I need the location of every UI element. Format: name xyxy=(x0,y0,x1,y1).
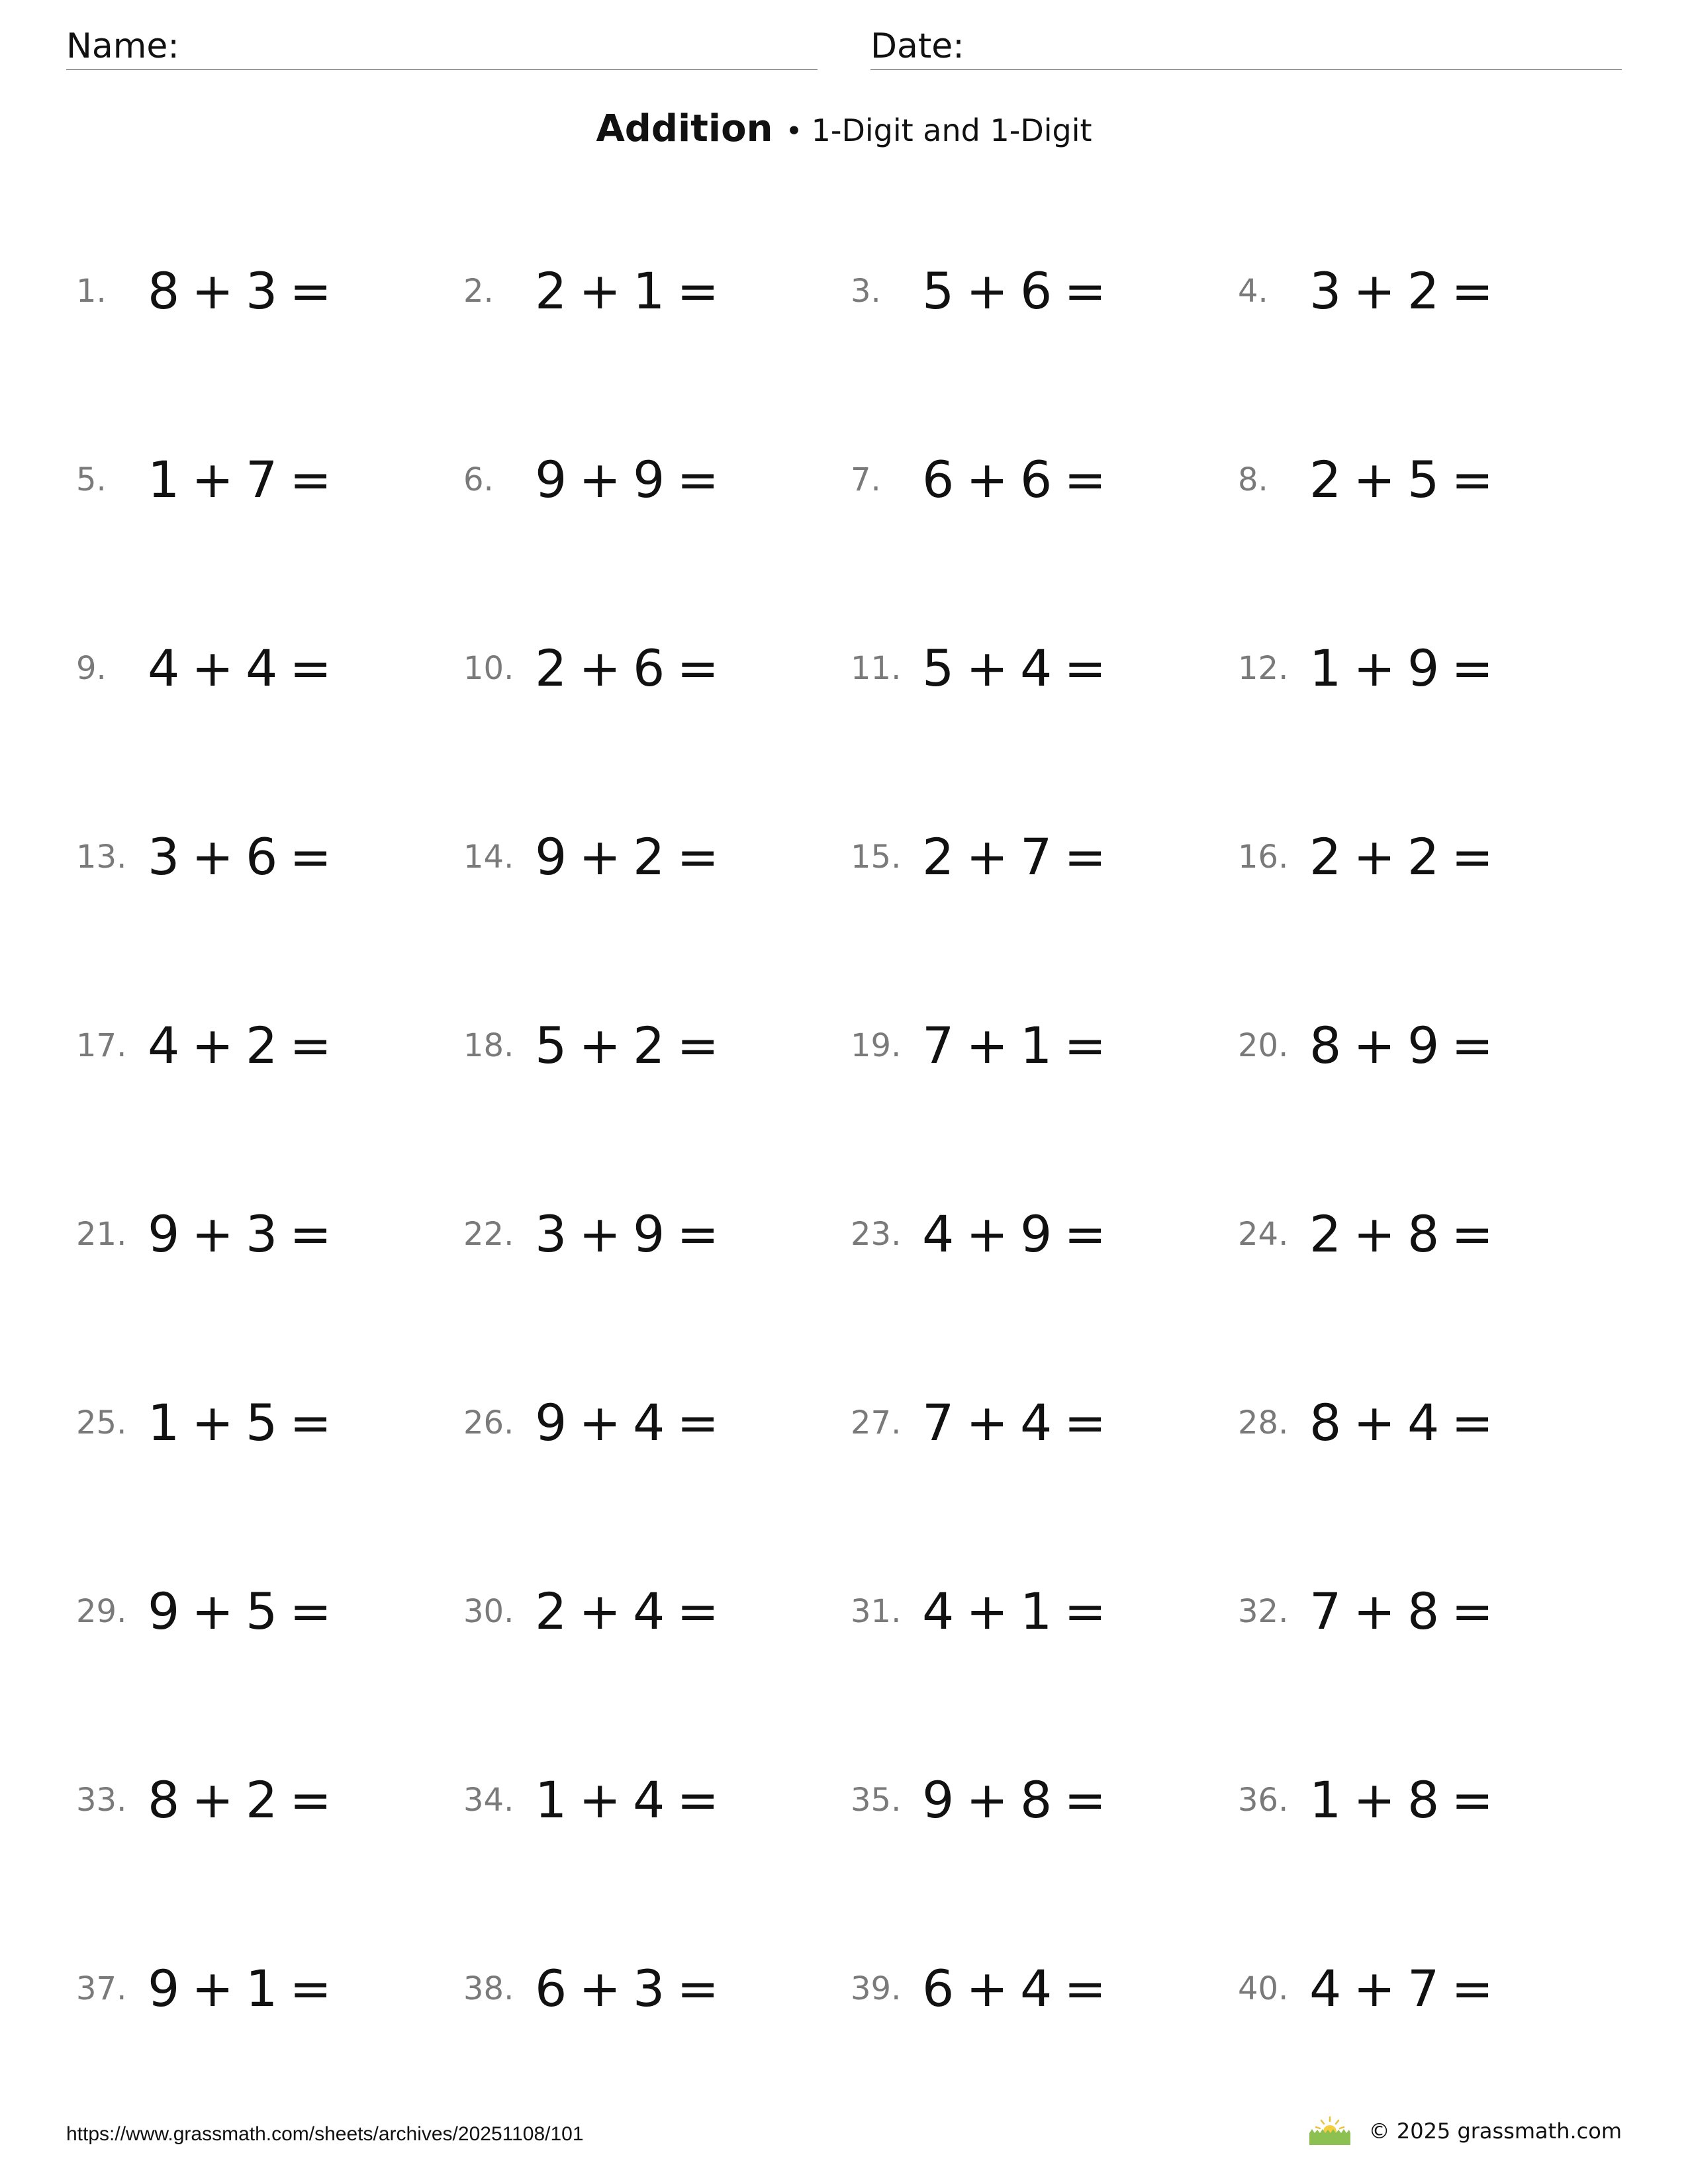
problem-number: 2. xyxy=(463,273,494,310)
problem-item xyxy=(463,632,834,705)
second-addend: 2 xyxy=(246,1016,278,1075)
problem-item xyxy=(463,443,834,516)
problem-number: 34. xyxy=(463,1782,514,1819)
problem-item xyxy=(1238,1198,1609,1271)
first-addend: 1 xyxy=(1309,1770,1342,1829)
equals-sign: = xyxy=(1451,827,1494,886)
first-addend: 9 xyxy=(535,827,567,886)
first-addend: 2 xyxy=(922,827,955,886)
plus-operator: + xyxy=(966,1393,1009,1452)
equals-sign: = xyxy=(1064,1016,1107,1075)
plus-operator: + xyxy=(191,1016,234,1075)
second-addend: 4 xyxy=(633,1393,665,1452)
plus-operator: + xyxy=(966,639,1009,698)
equals-sign: = xyxy=(1064,1582,1107,1641)
equals-sign: = xyxy=(677,639,720,698)
problem-expression xyxy=(1309,632,1493,705)
plus-operator: + xyxy=(579,1016,622,1075)
plus-operator: + xyxy=(1353,639,1396,698)
problem-item xyxy=(1238,1575,1609,1648)
problem-expression xyxy=(1309,821,1493,893)
equals-sign: = xyxy=(289,1393,332,1452)
equals-sign: = xyxy=(1451,261,1494,320)
problem-number: 40. xyxy=(1238,1970,1289,2007)
problem-number: 8. xyxy=(1238,461,1268,498)
problem-expression xyxy=(148,1575,332,1648)
problem-number: 28. xyxy=(1238,1404,1289,1441)
equals-sign: = xyxy=(1451,639,1494,698)
equals-sign: = xyxy=(677,1959,720,2018)
problem-expression xyxy=(1309,1575,1493,1648)
problem-number: 26. xyxy=(463,1404,514,1441)
equals-sign: = xyxy=(1451,450,1494,509)
first-addend: 4 xyxy=(1309,1959,1342,2018)
date-field[interactable] xyxy=(870,24,1622,70)
problem-number: 19. xyxy=(851,1027,902,1064)
second-addend: 7 xyxy=(246,450,278,509)
problem-expression xyxy=(922,1009,1106,1082)
second-addend: 3 xyxy=(246,1205,278,1263)
problem-item xyxy=(851,1764,1221,1837)
first-addend: 4 xyxy=(148,639,180,698)
first-addend: 6 xyxy=(922,1959,955,2018)
problem-expression xyxy=(1309,1387,1493,1459)
problem-item xyxy=(1238,632,1609,705)
plus-operator: + xyxy=(579,1770,622,1829)
problem-item xyxy=(851,1575,1221,1648)
first-addend: 6 xyxy=(535,1959,567,2018)
equals-sign: = xyxy=(1064,1393,1107,1452)
name-field[interactable] xyxy=(66,24,818,70)
first-addend: 9 xyxy=(148,1582,180,1641)
equals-sign: = xyxy=(677,827,720,886)
problem-number: 18. xyxy=(463,1027,514,1064)
plus-operator: + xyxy=(191,639,234,698)
problem-number: 36. xyxy=(1238,1782,1289,1819)
problem-number: 17. xyxy=(76,1027,127,1064)
problem-item xyxy=(851,1198,1221,1271)
plus-operator: + xyxy=(966,1770,1009,1829)
problem-item xyxy=(851,1009,1221,1082)
problem-expression xyxy=(535,443,719,516)
footer-brand xyxy=(1307,2115,1622,2148)
problem-item xyxy=(76,255,447,328)
second-addend: 5 xyxy=(246,1582,278,1641)
name-label: Name: xyxy=(66,26,179,66)
equals-sign: = xyxy=(289,450,332,509)
second-addend: 9 xyxy=(1407,639,1440,698)
equals-sign: = xyxy=(1064,1770,1107,1829)
second-addend: 8 xyxy=(1407,1582,1440,1641)
problem-item xyxy=(1238,1387,1609,1459)
equals-sign: = xyxy=(1064,1205,1107,1263)
equals-sign: = xyxy=(289,1582,332,1641)
problem-number: 32. xyxy=(1238,1593,1289,1630)
problem-expression xyxy=(535,1764,719,1837)
equals-sign: = xyxy=(1451,1393,1494,1452)
equals-sign: = xyxy=(677,1393,720,1452)
first-addend: 2 xyxy=(1309,450,1342,509)
second-addend: 4 xyxy=(1020,1959,1053,2018)
problem-item xyxy=(76,1387,447,1459)
plus-operator: + xyxy=(579,639,622,698)
problem-number: 3. xyxy=(851,273,881,310)
problem-expression xyxy=(535,1952,719,2025)
first-addend: 9 xyxy=(922,1770,955,1829)
problem-expression xyxy=(535,1575,719,1648)
second-addend: 9 xyxy=(633,1205,665,1263)
equals-sign: = xyxy=(1451,1205,1494,1263)
problem-expression xyxy=(1309,1764,1493,1837)
first-addend: 9 xyxy=(535,450,567,509)
problem-item xyxy=(851,1387,1221,1459)
first-addend: 9 xyxy=(535,1393,567,1452)
problem-item xyxy=(76,1009,447,1082)
problem-expression xyxy=(535,821,719,893)
problem-item xyxy=(76,821,447,893)
second-addend: 8 xyxy=(1407,1205,1440,1263)
second-addend: 7 xyxy=(1407,1959,1440,2018)
worksheet-title xyxy=(0,103,1688,164)
problem-number: 23. xyxy=(851,1216,902,1253)
plus-operator: + xyxy=(579,261,622,320)
problem-item xyxy=(76,632,447,705)
equals-sign: = xyxy=(1064,450,1107,509)
plus-operator: + xyxy=(191,450,234,509)
problem-number: 24. xyxy=(1238,1216,1289,1253)
problem-expression xyxy=(148,1009,332,1082)
problem-expression xyxy=(535,1198,719,1271)
second-addend: 4 xyxy=(246,639,278,698)
title-subtitle: 1-Digit and 1-Digit xyxy=(811,113,1092,148)
second-addend: 2 xyxy=(633,827,665,886)
equals-sign: = xyxy=(677,1016,720,1075)
problem-number: 21. xyxy=(76,1216,127,1253)
equals-sign: = xyxy=(677,1205,720,1263)
second-addend: 9 xyxy=(633,450,665,509)
problem-item xyxy=(463,1387,834,1459)
first-addend: 3 xyxy=(535,1205,567,1263)
problem-expression xyxy=(922,821,1106,893)
problem-expression xyxy=(922,632,1106,705)
first-addend: 2 xyxy=(535,261,567,320)
problem-number: 6. xyxy=(463,461,494,498)
problem-expression xyxy=(535,255,719,328)
title-separator: • xyxy=(785,114,803,148)
problem-number: 14. xyxy=(463,839,514,876)
equals-sign: = xyxy=(1064,1959,1107,2018)
problem-number: 25. xyxy=(76,1404,127,1441)
problem-expression xyxy=(1309,255,1493,328)
second-addend: 5 xyxy=(246,1393,278,1452)
equals-sign: = xyxy=(677,1770,720,1829)
second-addend: 4 xyxy=(633,1770,665,1829)
plus-operator: + xyxy=(1353,1582,1396,1641)
equals-sign: = xyxy=(1451,1770,1494,1829)
first-addend: 9 xyxy=(148,1959,180,2018)
first-addend: 4 xyxy=(922,1205,955,1263)
first-addend: 5 xyxy=(922,261,955,320)
problem-item xyxy=(1238,443,1609,516)
problem-number: 29. xyxy=(76,1593,127,1630)
second-addend: 2 xyxy=(246,1770,278,1829)
first-addend: 5 xyxy=(535,1016,567,1075)
second-addend: 9 xyxy=(1020,1205,1053,1263)
problem-item xyxy=(1238,1764,1609,1837)
problem-expression xyxy=(535,1387,719,1459)
equals-sign: = xyxy=(677,1582,720,1641)
equals-sign: = xyxy=(289,1205,332,1263)
second-addend: 6 xyxy=(1020,261,1053,320)
first-addend: 4 xyxy=(922,1582,955,1641)
second-addend: 9 xyxy=(1407,1016,1440,1075)
equals-sign: = xyxy=(677,450,720,509)
plus-operator: + xyxy=(1353,450,1396,509)
problem-expression xyxy=(148,443,332,516)
copyright-text: © 2025 grassmath.com xyxy=(1368,2118,1622,2144)
equals-sign: = xyxy=(1451,1016,1494,1075)
plus-operator: + xyxy=(579,1582,622,1641)
problem-expression xyxy=(1309,443,1493,516)
problem-expression xyxy=(922,1764,1106,1837)
equals-sign: = xyxy=(289,1770,332,1829)
plus-operator: + xyxy=(191,827,234,886)
first-addend: 7 xyxy=(1309,1582,1342,1641)
problem-number: 12. xyxy=(1238,650,1289,687)
second-addend: 1 xyxy=(246,1959,278,2018)
problem-item xyxy=(463,1009,834,1082)
second-addend: 4 xyxy=(633,1582,665,1641)
plus-operator: + xyxy=(966,1205,1009,1263)
problem-expression xyxy=(148,255,332,328)
problem-number: 22. xyxy=(463,1216,514,1253)
plus-operator: + xyxy=(579,1393,622,1452)
problem-item xyxy=(851,1952,1221,2025)
first-addend: 1 xyxy=(148,1393,180,1452)
equals-sign: = xyxy=(289,827,332,886)
problem-number: 10. xyxy=(463,650,514,687)
plus-operator: + xyxy=(1353,1016,1396,1075)
first-addend: 8 xyxy=(148,261,180,320)
second-addend: 1 xyxy=(633,261,665,320)
equals-sign: = xyxy=(289,261,332,320)
first-addend: 2 xyxy=(535,1582,567,1641)
equals-sign: = xyxy=(289,1016,332,1075)
second-addend: 8 xyxy=(1407,1770,1440,1829)
problem-item xyxy=(76,1764,447,1837)
problem-expression xyxy=(535,1009,719,1082)
problem-expression xyxy=(148,632,332,705)
problem-item xyxy=(851,821,1221,893)
plus-operator: + xyxy=(966,450,1009,509)
first-addend: 8 xyxy=(1309,1016,1342,1075)
problem-expression xyxy=(535,632,719,705)
problem-expression xyxy=(148,1387,332,1459)
plus-operator: + xyxy=(966,261,1009,320)
first-addend: 4 xyxy=(148,1016,180,1075)
first-addend: 5 xyxy=(922,639,955,698)
plus-operator: + xyxy=(191,1582,234,1641)
first-addend: 3 xyxy=(148,827,180,886)
plus-operator: + xyxy=(579,1959,622,2018)
plus-operator: + xyxy=(1353,827,1396,886)
problem-number: 4. xyxy=(1238,273,1268,310)
problem-item xyxy=(1238,1952,1609,2025)
equals-sign: = xyxy=(289,1959,332,2018)
equals-sign: = xyxy=(1064,261,1107,320)
problem-item xyxy=(463,255,834,328)
second-addend: 8 xyxy=(1020,1770,1053,1829)
first-addend: 2 xyxy=(1309,1205,1342,1263)
second-addend: 2 xyxy=(1407,827,1440,886)
first-addend: 7 xyxy=(922,1393,955,1452)
problem-item xyxy=(76,1198,447,1271)
problem-number: 38. xyxy=(463,1970,514,2007)
equals-sign: = xyxy=(1451,1959,1494,2018)
problem-item xyxy=(463,821,834,893)
problem-expression xyxy=(148,821,332,893)
second-addend: 7 xyxy=(1020,827,1053,886)
problem-expression xyxy=(922,1387,1106,1459)
first-addend: 1 xyxy=(148,450,180,509)
second-addend: 6 xyxy=(633,639,665,698)
problem-number: 20. xyxy=(1238,1027,1289,1064)
plus-operator: + xyxy=(1353,1959,1396,2018)
problem-number: 7. xyxy=(851,461,881,498)
first-addend: 1 xyxy=(1309,639,1342,698)
plus-operator: + xyxy=(191,261,234,320)
problem-expression xyxy=(922,1952,1106,2025)
problem-expression xyxy=(922,443,1106,516)
problem-item xyxy=(463,1764,834,1837)
first-addend: 8 xyxy=(148,1770,180,1829)
date-label: Date: xyxy=(870,26,964,66)
problem-number: 35. xyxy=(851,1782,902,1819)
problem-number: 33. xyxy=(76,1782,127,1819)
problem-number: 27. xyxy=(851,1404,902,1441)
problem-expression xyxy=(148,1764,332,1837)
plus-operator: + xyxy=(1353,1770,1396,1829)
problem-item xyxy=(76,1575,447,1648)
problem-item xyxy=(1238,821,1609,893)
problem-number: 13. xyxy=(76,839,127,876)
second-addend: 4 xyxy=(1407,1393,1440,1452)
problem-item xyxy=(463,1575,834,1648)
problem-number: 15. xyxy=(851,839,902,876)
second-addend: 2 xyxy=(1407,261,1440,320)
plus-operator: + xyxy=(191,1393,234,1452)
problem-item xyxy=(463,1198,834,1271)
first-addend: 8 xyxy=(1309,1393,1342,1452)
problem-number: 37. xyxy=(76,1970,127,2007)
first-addend: 7 xyxy=(922,1016,955,1075)
plus-operator: + xyxy=(1353,1205,1396,1263)
footer-url: https://www.grassmath.com/sheets/archives/20251108/101 xyxy=(66,2123,584,2145)
second-addend: 1 xyxy=(1020,1582,1053,1641)
plus-operator: + xyxy=(191,1770,234,1829)
first-addend: 1 xyxy=(535,1770,567,1829)
problem-expression xyxy=(922,1198,1106,1271)
first-addend: 2 xyxy=(535,639,567,698)
problem-expression xyxy=(148,1198,332,1271)
first-addend: 9 xyxy=(148,1205,180,1263)
equals-sign: = xyxy=(289,639,332,698)
plus-operator: + xyxy=(579,827,622,886)
problem-expression xyxy=(1309,1009,1493,1082)
second-addend: 5 xyxy=(1407,450,1440,509)
second-addend: 3 xyxy=(633,1959,665,2018)
problem-number: 11. xyxy=(851,650,902,687)
first-addend: 3 xyxy=(1309,261,1342,320)
equals-sign: = xyxy=(677,261,720,320)
problem-expression xyxy=(1309,1198,1493,1271)
problem-number: 31. xyxy=(851,1593,902,1630)
problem-expression xyxy=(148,1952,332,2025)
problem-number: 5. xyxy=(76,461,107,498)
plus-operator: + xyxy=(1353,261,1396,320)
second-addend: 2 xyxy=(633,1016,665,1075)
second-addend: 1 xyxy=(1020,1016,1053,1075)
second-addend: 6 xyxy=(246,827,278,886)
problem-number: 1. xyxy=(76,273,107,310)
plus-operator: + xyxy=(579,450,622,509)
problem-number: 9. xyxy=(76,650,107,687)
sun-over-grass-icon xyxy=(1307,2116,1353,2146)
problem-item xyxy=(851,632,1221,705)
second-addend: 6 xyxy=(1020,450,1053,509)
problem-expression xyxy=(1309,1952,1493,2025)
plus-operator: + xyxy=(579,1205,622,1263)
equals-sign: = xyxy=(1064,639,1107,698)
problem-item xyxy=(76,1952,447,2025)
plus-operator: + xyxy=(966,1959,1009,2018)
problem-number: 39. xyxy=(851,1970,902,2007)
problem-number: 30. xyxy=(463,1593,514,1630)
plus-operator: + xyxy=(1353,1393,1396,1452)
title-main: Addition xyxy=(596,107,773,150)
plus-operator: + xyxy=(966,827,1009,886)
problem-expression xyxy=(922,255,1106,328)
problem-item xyxy=(1238,1009,1609,1082)
plus-operator: + xyxy=(966,1582,1009,1641)
second-addend: 4 xyxy=(1020,1393,1053,1452)
plus-operator: + xyxy=(191,1959,234,2018)
problem-item xyxy=(851,255,1221,328)
problem-number: 16. xyxy=(1238,839,1289,876)
problem-item xyxy=(463,1952,834,2025)
plus-operator: + xyxy=(966,1016,1009,1075)
equals-sign: = xyxy=(1064,827,1107,886)
second-addend: 3 xyxy=(246,261,278,320)
problem-item xyxy=(1238,255,1609,328)
first-addend: 6 xyxy=(922,450,955,509)
plus-operator: + xyxy=(191,1205,234,1263)
equals-sign: = xyxy=(1451,1582,1494,1641)
problem-item xyxy=(76,443,447,516)
first-addend: 2 xyxy=(1309,827,1342,886)
problem-expression xyxy=(922,1575,1106,1648)
second-addend: 4 xyxy=(1020,639,1053,698)
problem-item xyxy=(851,443,1221,516)
